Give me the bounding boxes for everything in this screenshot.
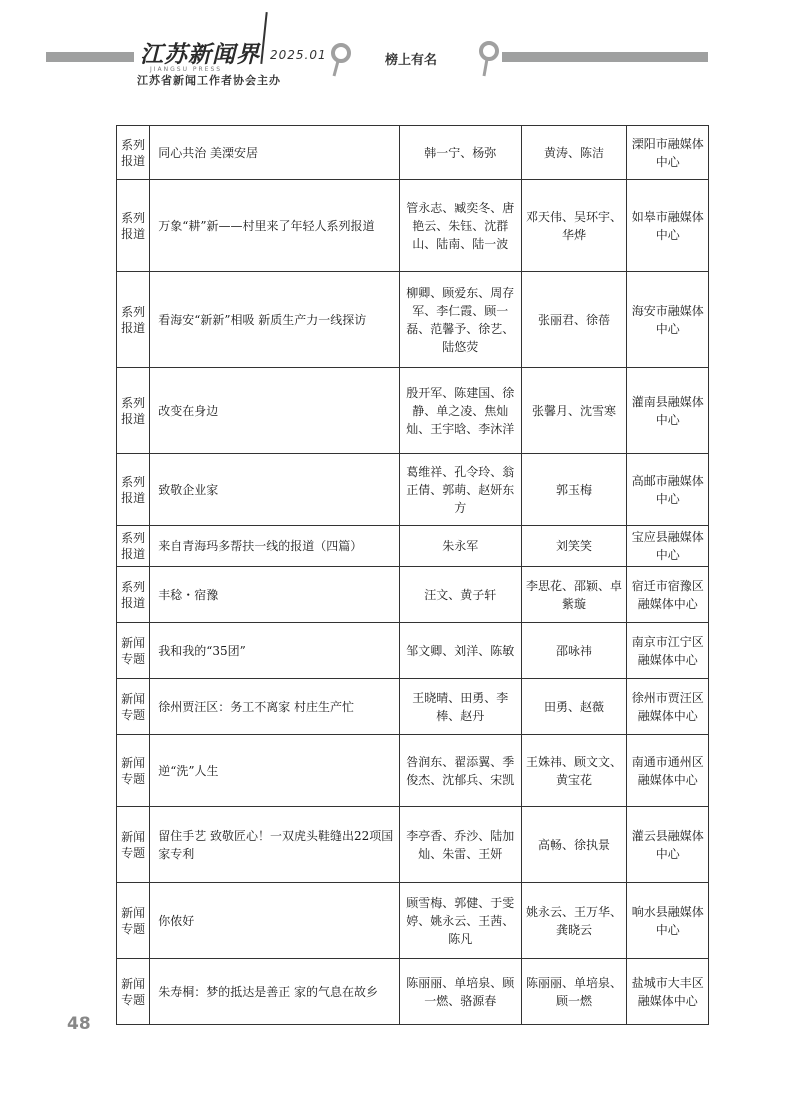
title-cell: 万象“耕”新——村里来了年轻人系列报道: [150, 180, 400, 272]
authors-cell: 王晓晴、田勇、李棒、赵丹: [399, 679, 521, 735]
authors-cell: 朱永军: [399, 526, 521, 567]
title-cell: 你侬好: [150, 883, 400, 959]
title-cell: 改变在身边: [150, 368, 400, 454]
unit-cell: 南京市江宁区融媒体中心: [627, 623, 709, 679]
editors-cell: 邓天伟、吴环宇、华烨: [521, 180, 627, 272]
unit-cell: 海安市融媒体中心: [627, 272, 709, 368]
unit-cell: 灌南县融媒体中心: [627, 368, 709, 454]
title-cell: 丰稔・宿豫: [150, 567, 400, 623]
title-cell: 留住手艺 致敬匠心！一双虎头鞋缝出22项国家专利: [150, 807, 400, 883]
category-cell: 新闻专题: [117, 959, 150, 1025]
unit-cell: 高邮市融媒体中心: [627, 454, 709, 526]
award-table: [116, 125, 709, 1025]
table-row: [117, 368, 709, 454]
authors-cell: 管永志、臧奕冬、唐艳云、朱钰、沈群山、陆南、陆一波: [399, 180, 521, 272]
table-row: [117, 567, 709, 623]
unit-cell: 宿迁市宿豫区融媒体中心: [627, 567, 709, 623]
header-bar-left: [46, 52, 134, 62]
table-row: [117, 623, 709, 679]
title-cell: 朱寿桐：梦的抵达是善正 家的气息在故乡: [150, 959, 400, 1025]
authors-cell: 咎润东、翟添翼、季俊杰、沈郁兵、宋凯: [399, 735, 521, 807]
unit-cell: 如皋市融媒体中心: [627, 180, 709, 272]
title-cell: 同心共治 美溧安居: [150, 126, 400, 180]
editors-cell: 黄涛、陈洁: [521, 126, 627, 180]
unit-cell: 响水县融媒体中心: [627, 883, 709, 959]
editors-cell: 郭玉梅: [521, 454, 627, 526]
editors-cell: 姚永云、王万华、龚晓云: [521, 883, 627, 959]
category-cell: 新闻专题: [117, 883, 150, 959]
category-cell: 新闻专题: [117, 735, 150, 807]
masthead-pinyin: JIANGSU PRESS: [150, 66, 223, 73]
table-row: [117, 883, 709, 959]
title-cell: 徐州贾汪区：务工不离家 村庄生产忙: [150, 679, 400, 735]
title-cell: 来自青海玛多帮扶一线的报道（四篇）: [150, 526, 400, 567]
title-cell: 致敬企业家: [150, 454, 400, 526]
editors-cell: 王姝祎、顾文文、黄宝花: [521, 735, 627, 807]
publisher-line: 江苏省新闻工作者协会主办: [137, 74, 281, 87]
column-title: 榜上有名: [385, 53, 438, 68]
category-cell: 系列报道: [117, 180, 150, 272]
unit-cell: 徐州市贾汪区融媒体中心: [627, 679, 709, 735]
table-row: [117, 180, 709, 272]
table-row: [117, 679, 709, 735]
category-cell: 新闻专题: [117, 807, 150, 883]
category-cell: 系列报道: [117, 567, 150, 623]
editors-cell: 张丽君、徐蓓: [521, 272, 627, 368]
category-cell: 新闻专题: [117, 679, 150, 735]
table-row: [117, 272, 709, 368]
authors-cell: 殷开军、陈建国、徐静、单之凌、焦灿灿、王宇晗、李沐洋: [399, 368, 521, 454]
authors-cell: 汪文、黄子轩: [399, 567, 521, 623]
unit-cell: 南通市通州区融媒体中心: [627, 735, 709, 807]
authors-cell: 邹文卿、刘洋、陈敏: [399, 623, 521, 679]
editors-cell: 陈丽丽、单培泉、顾一燃: [521, 959, 627, 1025]
category-cell: 系列报道: [117, 526, 150, 567]
table-row: [117, 526, 709, 567]
unit-cell: 灌云县融媒体中心: [627, 807, 709, 883]
title-cell: 我和我的“35团”: [150, 623, 400, 679]
authors-cell: 顾雪梅、郭健、于雯婷、姚永云、王茜、陈凡: [399, 883, 521, 959]
title-cell: 看海安“新新”相吸 新质生产力一线探访: [150, 272, 400, 368]
authors-cell: 葛维祥、孔令玲、翁正倩、郭萌、赵妍东方: [399, 454, 521, 526]
editors-cell: 刘笑笑: [521, 526, 627, 567]
category-cell: 新闻专题: [117, 623, 150, 679]
authors-cell: 韩一宁、杨弥: [399, 126, 521, 180]
header-divider: [260, 12, 267, 64]
issue-number: 2025.01: [270, 48, 327, 62]
table-row: [117, 454, 709, 526]
page-number: 48: [67, 1014, 91, 1034]
category-cell: 系列报道: [117, 454, 150, 526]
editors-cell: 邵咏祎: [521, 623, 627, 679]
table-row: [117, 735, 709, 807]
editors-cell: 田勇、赵薇: [521, 679, 627, 735]
category-cell: 系列报道: [117, 272, 150, 368]
unit-cell: 溧阳市融媒体中心: [627, 126, 709, 180]
title-cell: 逆“洗”人生: [150, 735, 400, 807]
pin-icon: [478, 40, 500, 78]
authors-cell: 陈丽丽、单培泉、顾一燃、骆源春: [399, 959, 521, 1025]
pin-icon: [330, 42, 352, 78]
authors-cell: 李亭香、乔沙、陆加灿、朱雷、王妍: [399, 807, 521, 883]
table-row: [117, 807, 709, 883]
authors-cell: 柳卿、顾爱东、周存军、李仁霞、顾一磊、范馨予、徐艺、陆悠荧: [399, 272, 521, 368]
table-row: [117, 126, 709, 180]
unit-cell: 宝应县融媒体中心: [627, 526, 709, 567]
category-cell: 系列报道: [117, 126, 150, 180]
table-row: [117, 959, 709, 1025]
unit-cell: 盐城市大丰区融媒体中心: [627, 959, 709, 1025]
masthead-title: 江苏新闻界: [140, 42, 260, 68]
editors-cell: 高畅、徐执景: [521, 807, 627, 883]
header-bar-right: [502, 52, 708, 62]
category-cell: 系列报道: [117, 368, 150, 454]
editors-cell: 李思花、邵颖、卓紫璇: [521, 567, 627, 623]
editors-cell: 张馨月、沈雪寒: [521, 368, 627, 454]
